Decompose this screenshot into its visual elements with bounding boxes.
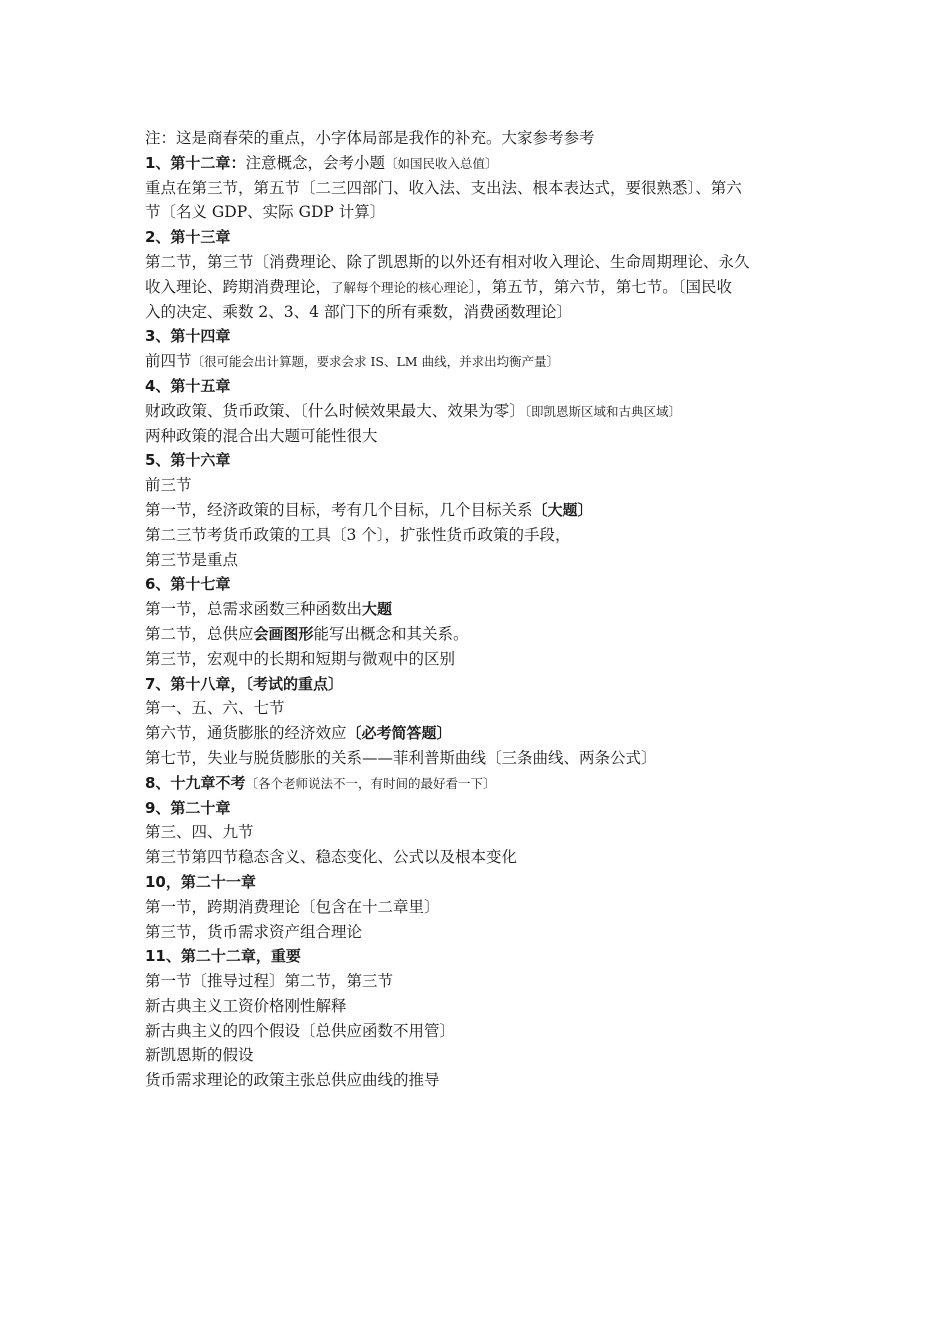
section-10-text-1: 第一节，跨期消费理论〔包含在十二章里〕 <box>145 897 440 916</box>
section-7-title: 7、第十八章，〔考试的重点〕 <box>145 674 343 693</box>
section-2-small-note: 了解每个理论的核心理论 <box>331 279 469 295</box>
section-6-text-2 <box>145 622 815 647</box>
section-4-text-2: 两种政策的混合出大题可能性很大 <box>145 426 378 445</box>
section-5-text-2a: 第一节，经济政策的目标，考有几个目标，几个目标关系 <box>145 500 533 519</box>
section-6-text-1a: 第一节，总需求函数三种函数出 <box>145 600 363 619</box>
section-2-text-1: 第二节，第三节〔消费理论、除了凯恩斯的以外还有相对收入理论、生命周期理论、永久 <box>145 252 750 271</box>
intro-note: 注：这是商春荣的重点，小字体局部是我作的补充。大家参考参考 <box>145 129 595 147</box>
section-2-text-2b: 〕，第五节，第六节，第七节。〔国民收 <box>468 277 733 296</box>
section-4-title: 4、第十五章 <box>145 376 231 395</box>
section-8-title: 8、十九章不考 <box>145 773 246 792</box>
section-11-text-1: 第一节〔推导过程〕第二节，第三节 <box>145 972 394 991</box>
section-4-small-note: 〔即凯恩斯区域和古典区域〕 <box>524 403 682 419</box>
section-9-text-1: 第三、四、九节 <box>145 823 254 842</box>
section-1-heading <box>145 151 815 176</box>
section-2-text-3: 入的决定、乘数 2、3、4 部门下的所有乘数，消费函数理论〕 <box>145 302 572 321</box>
section-6-text-2a: 第二节，总供应 <box>145 624 254 643</box>
section-9-text-2: 第三节第四节稳态含义、稳态变化、公式以及根本变化 <box>145 848 518 867</box>
section-11-title: 11、第二十二章，重要 <box>145 947 301 966</box>
section-2-text-2a: 收入理论、跨期消费理论， <box>145 277 332 296</box>
section-5-text-4: 第三节是重点 <box>145 550 239 569</box>
section-6-text-1 <box>145 597 815 622</box>
section-6-title: 6、第十七章 <box>145 575 231 594</box>
section-11-text-3: 新古典主义的四个假设〔总供应函数不用管〕 <box>145 1021 456 1040</box>
section-5-text-1: 前三节 <box>145 476 192 495</box>
section-6-text-3: 第三节，宏观中的长期和短期与微观中的区别 <box>145 649 456 668</box>
section-5-title: 5、第十六章 <box>145 451 231 470</box>
section-9-title: 9、第二十章 <box>145 798 231 817</box>
section-1-text-1: 重点在第三节，第五节〔二三四部门、收入法、支出法、根本表达式，要很熟悉〕、第六 <box>145 178 742 197</box>
section-6-text-2b: 能写出概念和其关系。 <box>313 624 469 643</box>
section-11-text-4: 新凯恩斯的假设 <box>145 1046 254 1065</box>
section-7-text-3: 第七节，失业与脱货膨胀的关系——菲利普斯曲线〔三条曲线、两条公式〕 <box>145 748 657 767</box>
section-11-text-2: 新古典主义工资价格刚性解释 <box>145 996 347 1015</box>
section-1-text-2: 节〔名义 GDP、实际 GDP 计算〕 <box>145 203 386 222</box>
section-7-text-2a: 第六节，通货膨胀的经济效应 <box>145 724 347 743</box>
section-5-text-3: 第二三节考货币政策的工具〔3 个〕，扩张性货币政策的手段， <box>145 525 571 544</box>
section-3-text <box>145 349 815 374</box>
section-2-text-2 <box>145 275 815 300</box>
section-7-text-1: 第一、五、六、七节 <box>145 699 285 718</box>
section-3-small-note: 〔很可能会出计算题，要求会求 IS、LM 曲线，并求出均衡产量〕 <box>191 354 560 370</box>
section-6-bold-1: 大题 <box>362 600 393 619</box>
section-10-text-2: 第三节，货币需求资产组合理论 <box>145 922 363 941</box>
section-4-text-1 <box>145 399 815 424</box>
section-2-title: 2、第十三章 <box>145 228 231 247</box>
section-10-title: 10，第二十一章 <box>145 872 256 891</box>
section-8-small-note: 〔各个老师说法不一，有时间的最好看一下〕 <box>245 775 496 791</box>
section-5-bold-note: 〔大题〕 <box>532 500 593 519</box>
section-8-heading <box>145 771 815 796</box>
section-3-title: 3、第十四章 <box>145 327 231 346</box>
section-1-small-note: 〔如国民收入总值〕 <box>384 155 498 171</box>
section-3-lead: 前四节 <box>145 352 192 371</box>
section-1-title: 1、第十二章： <box>145 153 246 172</box>
section-4-text-1a: 财政政策、货币政策、〔什么时候效果最大、效果为零〕 <box>145 401 525 420</box>
section-7-bold-note: 〔必考简答题〕 <box>346 724 452 743</box>
section-11-text-5: 货币需求理论的政策主张总供应曲线的推导 <box>145 1071 440 1090</box>
section-1-note: 注意概念，会考小题 <box>245 153 385 172</box>
section-7-text-2 <box>145 721 815 746</box>
section-5-text-2 <box>145 498 815 523</box>
section-6-bold-2: 会画图形 <box>253 624 314 643</box>
document-body <box>145 126 815 1093</box>
